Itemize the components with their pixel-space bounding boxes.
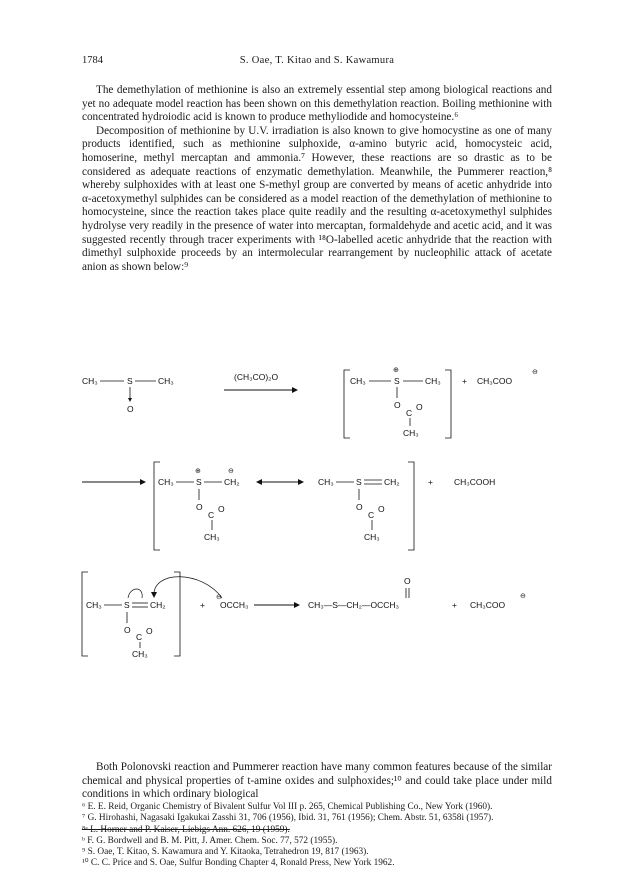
ylene-s: S xyxy=(356,477,362,487)
product-carbonyl-o: O xyxy=(404,576,411,586)
dmso-ch3-left: CH₃ xyxy=(82,376,98,386)
footnotes xyxy=(82,802,552,870)
author-line: S. Oae, T. Kitao and S. Kawamura xyxy=(239,55,395,66)
footnote-9: ⁹ S. Oae, T. Kitao, S. Kawamura and Y. Kitaoka, Tetrahedron 19, 817 (1963). xyxy=(82,847,369,858)
ylene-o2: O xyxy=(378,504,385,514)
closing-text xyxy=(82,761,552,802)
final-int-ch3-acetyl: CH₃ xyxy=(132,649,148,659)
int1-c: C xyxy=(406,408,413,418)
ylene-ch2: CH₂ xyxy=(384,477,400,487)
final-int-ch3: CH₃ xyxy=(86,600,102,610)
pummerer-product: CH₃—S—CH₂—OCCH₃ xyxy=(308,600,399,610)
footnote-8b: ᵇ F. G. Bordwell and B. M. Pitt, J. Amer. Chem. Soc. 77, 572 (1955). xyxy=(82,835,338,846)
final-int-ch2: CH₂ xyxy=(150,600,166,610)
dmso-o: O xyxy=(127,404,134,414)
paragraph-demethylation: The demethylation of methionine is also an extremely essential step among biological reactions and yet no adequate model reaction has been shown on this demethylation reaction. Boiling methionine with concentrated hydroiodic acid is known to produce methyliodide and homocysteine.⁶ xyxy=(82,84,552,124)
int1-plus-charge: ⊕ xyxy=(393,367,399,374)
ylide-o: O xyxy=(196,502,203,512)
final-int-o2: O xyxy=(146,626,153,636)
int1-ch3-acetyl: CH₃ xyxy=(403,428,419,438)
dmso-ch3-right: CH₃ xyxy=(158,376,174,386)
reagent-label: (CH₃CO)₂O xyxy=(234,372,279,382)
final-int-o: O xyxy=(124,625,131,635)
ylide-ch2: CH₂ xyxy=(224,477,240,487)
final-int-s: S xyxy=(124,600,130,610)
running-header xyxy=(82,55,552,71)
paragraph-polonovski: Both Polonovski reaction and Pummerer reaction have many common features because of the similar chemical and physical properties of t-amine oxides and sulphoxides;¹⁰ and could take place under mild conditions in which ordinary biological xyxy=(82,761,552,801)
footnote-8a: ⁸ᵃ L. Horner and P. Kaiser, Liebigs Ann. 626, 19 (1959). xyxy=(82,824,290,835)
ylide-plus: ⊕ xyxy=(195,468,201,475)
int1-o2: O xyxy=(416,402,423,412)
acetate-ion-1: CH₃COO xyxy=(477,376,513,386)
acetic-acid: CH₃COOH xyxy=(454,477,496,487)
scheme-row-3-svg xyxy=(82,568,552,658)
int1-o: O xyxy=(394,400,401,410)
int1-ch3-right: CH₃ xyxy=(425,376,441,386)
acetate-charge-2: ⊖ xyxy=(520,593,526,600)
ylene-c: C xyxy=(368,510,375,520)
scheme-row-2-svg xyxy=(82,462,552,552)
ylide-ch3: CH₃ xyxy=(158,477,174,487)
plus-sign-2: + xyxy=(428,477,433,487)
ylene-ch3: CH₃ xyxy=(318,477,334,487)
acetate-charge-1: ⊖ xyxy=(532,369,538,376)
footnote-7: ⁷ G. Hirohashi, Nagasaki Igakukai Zasshi 31, 706 (1956), Ibid. 31, 761 (1956); Chem. Abstr. 51, 6358i (1957). xyxy=(82,813,494,824)
ylide-s: S xyxy=(196,477,202,487)
ylene-o: O xyxy=(356,502,363,512)
acetate-ion-2: CH₃COO xyxy=(470,600,506,610)
body-text xyxy=(82,84,552,274)
scheme-row-3 xyxy=(82,568,552,658)
ylide-ch3-acetyl: CH₃ xyxy=(204,532,220,542)
ylide-o2: O xyxy=(218,504,225,514)
scheme-row-2 xyxy=(82,462,552,552)
final-int-c: C xyxy=(136,632,143,642)
plus-sign-4: + xyxy=(452,600,457,610)
int1-s: S xyxy=(394,376,400,386)
int1-ch3-left: CH₃ xyxy=(350,376,366,386)
plus-sign-1: + xyxy=(462,376,467,386)
paragraph-decomposition: Decomposition of methionine by U.V. irradiation is also known to give homocystine as one of many products identified, such as methionine sulphoxide, α-amino butyric acid, homocysteic acid, homoserine, methyl mercaptan and ammonia.⁷ However, these reactions are so drastic as to be considered as adequate reactions of enzymatic demethylation. Meanwhile, the Pummerer reaction,⁸ whereby sulphoxides with at least one S-methyl group are converted by means of acetic anhydride into α-acetoxymethyl sulphides can be considered as a model reaction of the demethylation of methionine to homocysteine, since the reaction takes place quite readily and the resulting α-acetoxymethyl sulphides hydrolyse very readily in the presence of water into mercaptan, formaldehyde and acetic acid, and it was suggested recently through tracer experiments with ¹⁸O-labelled acetic anhydride that the reaction with dimethyl sulphoxide proceeds by an intermolecular rearrangement by nucleophilic attack of acetate anion as shown below:⁹ xyxy=(82,124,552,273)
ylide-c: C xyxy=(208,510,215,520)
ylide-minus: ⊖ xyxy=(228,468,234,475)
footnote-6: ⁶ E. E. Reid, Organic Chemistry of Bivalent Sulfur Vol III p. 265, Chemical Publishing Co., New York (1960). xyxy=(82,802,493,812)
scheme-row-1-svg xyxy=(82,367,552,445)
scheme-row-1 xyxy=(82,367,552,445)
footnote-10: ¹⁰ C. C. Price and S. Oae, Sulfur Bonding Chapter 4, Ronald Press, New York 1962. xyxy=(82,858,395,869)
page-number: 1784 xyxy=(82,55,103,66)
acetate-nuc-charge: ⊖ xyxy=(216,594,222,601)
dmso-s: S xyxy=(127,376,133,386)
ylene-ch3-acetyl: CH₃ xyxy=(364,532,380,542)
acetate-nucleophile: OCCH₃ xyxy=(220,600,249,610)
plus-sign-3: + xyxy=(200,600,205,610)
